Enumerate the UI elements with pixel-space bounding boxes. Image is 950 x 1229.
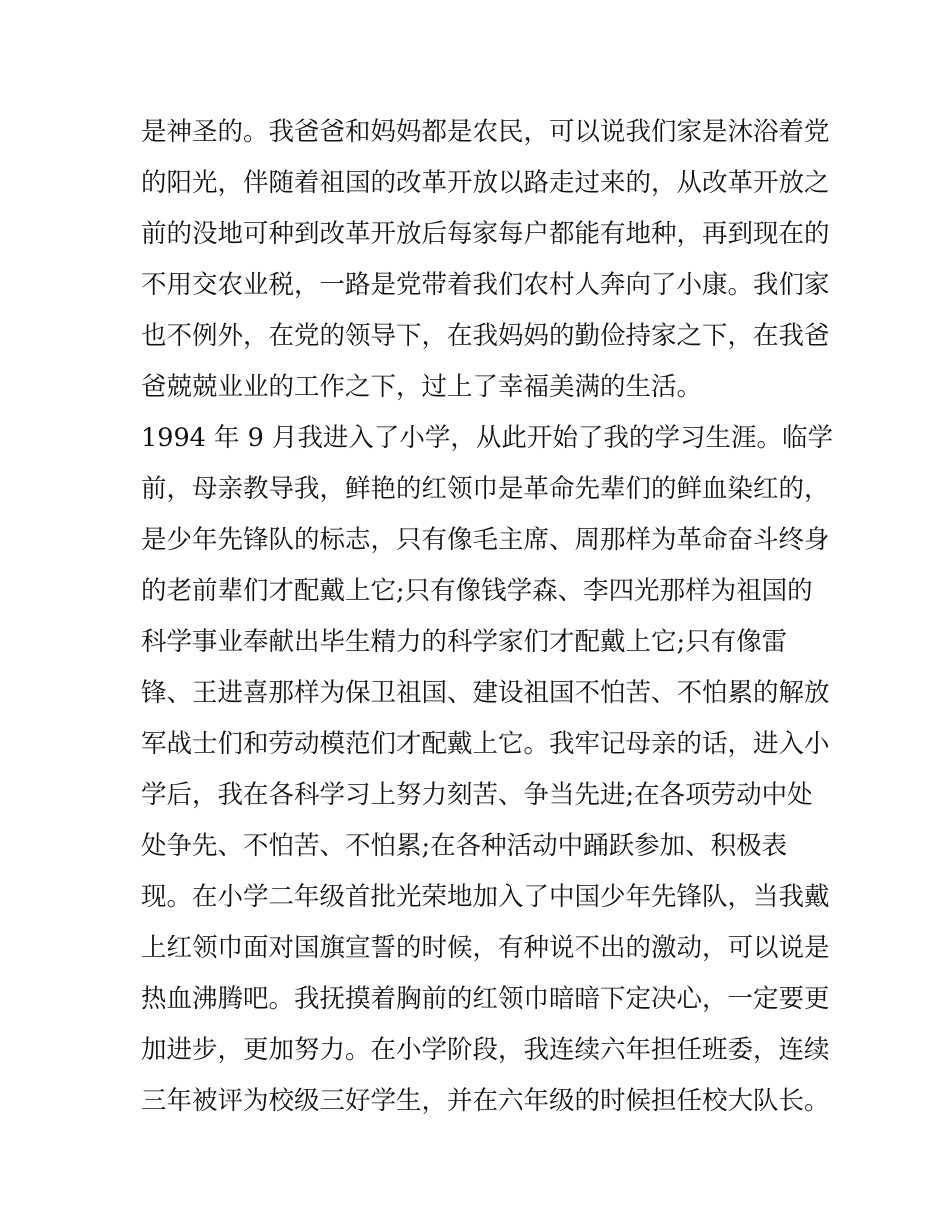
text-line-4: 不用交农业税，一路是党带着我们农村人奔向了小康。我们家	[141, 270, 830, 300]
text-line-9: 是少年先锋队的标志，只有像毛主席、周那样为革命奋斗终身	[141, 525, 830, 555]
text-line-17: 上红领巾面对国旗宣誓的时候，有种说不出的激动，可以说是	[141, 933, 830, 963]
text-line-8: 前，母亲教导我，鲜艳的红领巾是革命先辈们的鲜血染红的，	[141, 474, 830, 504]
text-line-13: 军战士们和劳动模范们才配戴上它。我牢记母亲的话，进入小	[141, 729, 830, 759]
document-body	[141, 107, 833, 1127]
text-line-1: 是神圣的。我爸爸和妈妈都是农民，可以说我们家是沐浴着党	[141, 117, 830, 147]
text-line-12: 锋、王进喜那样为保卫祖国、建设祖国不怕苦、不怕累的解放	[141, 678, 830, 708]
text-line-16: 现。在小学二年级首批光荣地加入了中国少年先锋队，当我戴	[141, 882, 830, 912]
text-line-10: 的老前辈们才配戴上它;只有像钱学森、李四光那样为祖国的	[141, 576, 813, 606]
text-line-14: 学后，我在各科学习上努力刻苦、争当先进;在各项劳动中处	[141, 780, 813, 810]
text-line-11: 科学事业奉献出毕生精力的科学家们才配戴上它;只有像雷	[141, 627, 788, 657]
text-line-6: 爸兢兢业业的工作之下，过上了幸福美满的生活。	[141, 372, 703, 402]
text-line-20: 三年被评为校级三好学生，并在六年级的时候担任校大队长。	[141, 1086, 830, 1116]
text-line-7: 1994 年 9 月我进入了小学，从此开始了我的学习生涯。临学	[141, 423, 833, 453]
text-line-3: 前的没地可种到改革开放后每家每户都能有地种，再到现在的	[141, 219, 830, 249]
text-line-19: 加进步，更加努力。在小学阶段，我连续六年担任班委，连续	[141, 1035, 830, 1065]
text-line-18: 热血沸腾吧。我抚摸着胸前的红领巾暗暗下定决心，一定要更	[141, 984, 830, 1014]
text-line-15: 处争先、不怕苦、不怕累;在各种活动中踊跃参加、积极表	[141, 831, 788, 861]
text-line-5: 也不例外，在党的领导下，在我妈妈的勤俭持家之下，在我爸	[141, 321, 830, 351]
text-line-2: 的阳光，伴随着祖国的改革开放以路走过来的，从改革开放之	[141, 168, 830, 198]
